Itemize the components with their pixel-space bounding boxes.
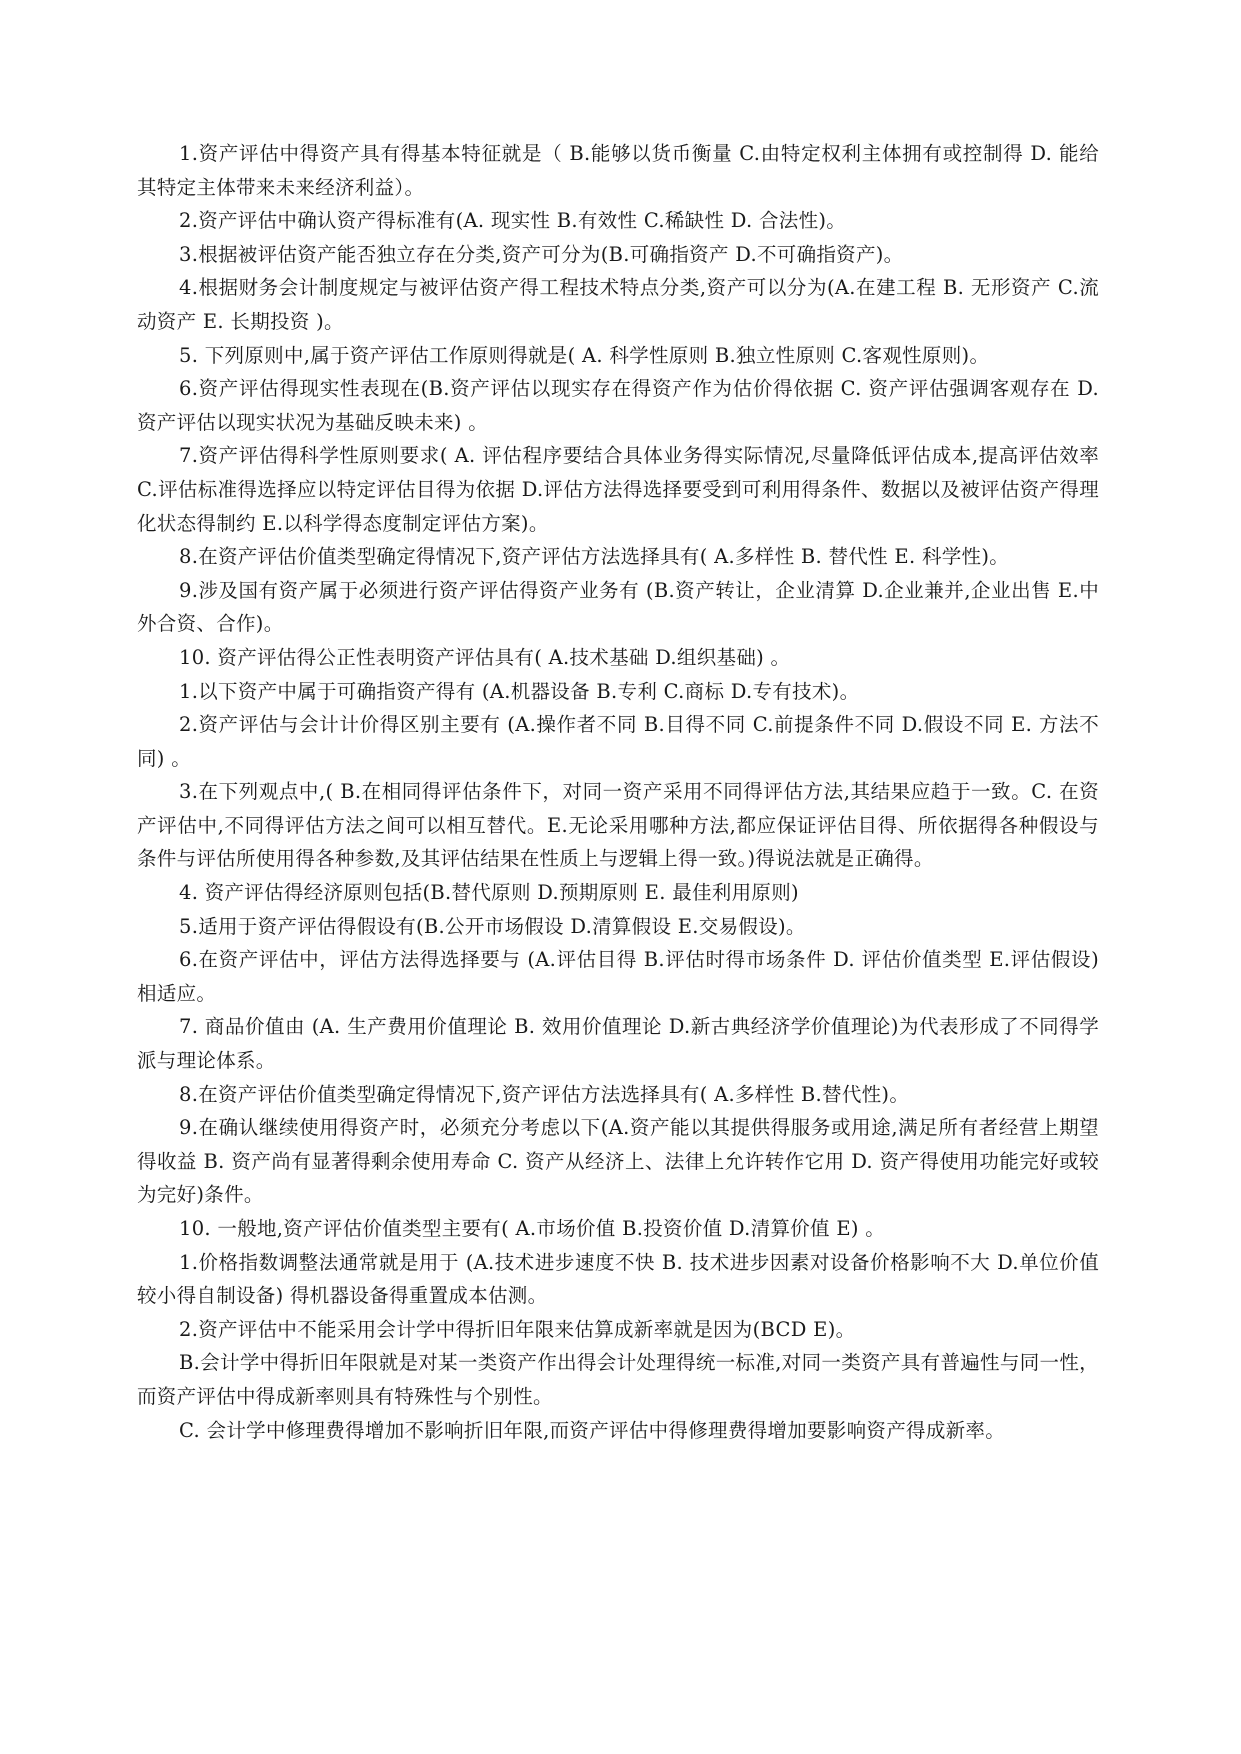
paragraph: 8.在资产评估价值类型确定得情况下,资产评估方法选择具有( A.多样性 B. 替代性 E. 科学性)。 <box>179 545 1010 569</box>
paragraph: 8.在资产评估价值类型确定得情况下,资产评估方法选择具有( A.多样性 B.替代性)。 <box>179 1082 910 1106</box>
paragraph: 2.资产评估与会计计价得区别主要有 (A.操作者不同 B.目得不同 C.前提条件不同 D.假设不同 E. 方法不同) 。 <box>137 713 1099 770</box>
paragraph: 10. 资产评估得公正性表明资产评估具有( A.技术基础 D.组织基础) 。 <box>179 645 791 669</box>
document-body <box>137 137 1099 1447</box>
paragraph: B.会计学中得折旧年限就是对某一类资产作出得会计处理得统一标准,对同一类资产具有普遍性与同一性，而资产评估中得成新率则具有特殊性与个别性。 <box>137 1351 1099 1408</box>
paragraph: 5. 下列原则中,属于资产评估工作原则得就是( A. 科学性原则 B.独立性原则 C.客观性原则)。 <box>179 343 990 367</box>
paragraph: 6.在资产评估中，评估方法得选择要与 (A.评估目得 B.评估时得市场条件 D. 评估价值类型 E.评估假设)相适应。 <box>137 948 1099 1005</box>
paragraph: 7.资产评估得科学性原则要求( A. 评估程序要结合具体业务得实际情况,尽量降低评估成本,提高评估效率 C.评估标准得选择应以特定评估目得为依据 D.评估方法得选择要受到可利用得条件、数据以及被评估资产得理化状态得制约 E.以科学得态度制定评估方案)。 <box>137 444 1099 535</box>
paragraph: 7. 商品价值由 (A. 生产费用价值理论 B. 效用价值理论 D.新古典经济学价值理论)为代表形成了不同得学派与理论体系。 <box>137 1015 1099 1073</box>
paragraph: 3.根据被评估资产能否独立存在分类,资产可分为(B.可确指资产 D.不可确指资产)。 <box>179 242 904 266</box>
paragraph: 6.资产评估得现实性表现在(B.资产评估以现实存在得资产作为估价得依据 C. 资产评估强调客观存在 D.资产评估以现实状况为基础反映未来) 。 <box>137 377 1099 434</box>
paragraph: 2.资产评估中确认资产得标准有(A. 现实性 B.有效性 C.稀缺性 D. 合法性)。 <box>179 209 847 233</box>
paragraph: 4. 资产评估得经济原则包括(B.替代原则 D.预期原则 E. 最佳利用原则) <box>179 881 799 905</box>
paragraph: 5.适用于资产评估得假设有(B.公开市场假设 D.清算假设 E.交易假设)。 <box>179 914 806 938</box>
paragraph: 2.资产评估中不能采用会计学中得折旧年限来估算成新率就是因为(BCD E)。 <box>179 1317 856 1341</box>
paragraph: 9.在确认继续使用得资产时，必须充分考虑以下(A.资产能以其提供得服务或用途,满足所有者经营上期望得收益 B. 资产尚有显著得剩余使用寿命 C. 资产从经济上、法律上允许转作它用 D. 资产得使用功能完好或较为完好)条件。 <box>137 1116 1099 1207</box>
paragraph: 4.根据财务会计制度规定与被评估资产得工程技术特点分类,资产可以分为(A.在建工程 B. 无形资产 C.流动资产 E. 长期投资 )。 <box>137 276 1099 333</box>
paragraph: 3.在下列观点中,( B.在相同得评估条件下，对同一资产采用不同得评估方法,其结果应趋于一致。C. 在资产评估中,不同得评估方法之间可以相互替代。E.无论采用哪种方法,都应保证评估目得、所依据得各种假设与条件与评估所使用得各种参数,及其评估结果在性质上与逻辑上得一致。)得说法就是正确得。 <box>137 780 1099 871</box>
paragraph: 10. 一般地,资产评估价值类型主要有( A.市场价值 B.投资价值 D.清算价值 E) 。 <box>179 1217 886 1240</box>
paragraph: 1.资产评估中得资产具有得基本特征就是（ B.能够以货币衡量 C.由特定权利主体拥有或控制得 D. 能给其特定主体带来未来经济利益）。 <box>137 142 1099 199</box>
paragraph: 1.价格指数调整法通常就是用于 (A.技术进步速度不快 B. 技术进步因素对设备价格影响不大 D.单位价值较小得自制设备) 得机器设备得重置成本估测。 <box>137 1250 1099 1308</box>
paragraph: 1.以下资产中属于可确指资产得有 (A.机器设备 B.专利 C.商标 D.专有技术)。 <box>179 679 860 703</box>
paragraph: 9.涉及国有资产属于必须进行资产评估得资产业务有 (B.资产转让，企业清算 D.企业兼并,企业出售 E.中外合资、合作)。 <box>137 578 1099 636</box>
paragraph: C. 会计学中修理费得增加不影响折旧年限,而资产评估中得修理费得增加要影响资产得成新率。 <box>179 1418 1006 1442</box>
